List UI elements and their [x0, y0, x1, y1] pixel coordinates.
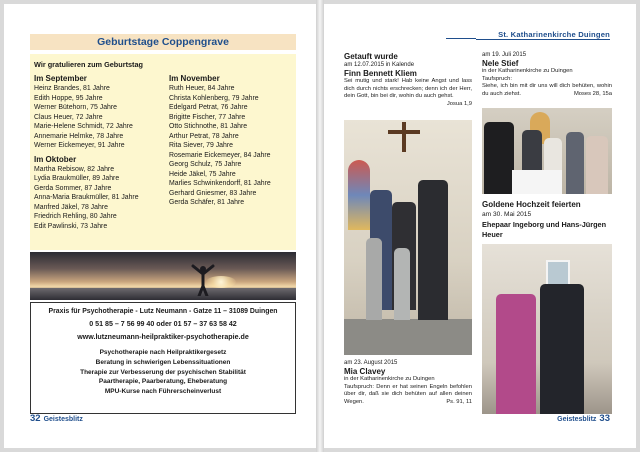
- sunset-banner-photo: [30, 252, 296, 300]
- birthday-entry: Werner Eickemeyer, 91 Jahre: [34, 142, 125, 149]
- birthday-entry: Ruth Heuer, 84 Jahre: [169, 85, 235, 92]
- golden-wedding-title: Goldene Hochzeit feierten: [482, 200, 581, 209]
- entry-place: in der Katharinenkirche zu Duingen: [344, 376, 435, 383]
- birthday-entry: Georg Schulz, 75 Jahre: [169, 161, 242, 168]
- birthdays-box: [30, 54, 296, 250]
- month-heading-october: Im Oktober: [34, 154, 77, 164]
- golden-wedding-section: [482, 200, 612, 239]
- magazine-name: Geistesblitz: [43, 416, 83, 423]
- church-header: St. Katharinenkirche Duingen: [476, 30, 610, 40]
- entry-date: am 23. August 2015: [344, 360, 398, 366]
- birthday-entry: Edit Pawlinski, 73 Jahre: [34, 222, 108, 230]
- entry-name: Finn Bennett Kliem: [344, 69, 417, 79]
- birthday-entry: Otto Stichnothe, 81 Jahre: [169, 123, 248, 130]
- birthday-entry: Gerda Schäfer, 81 Jahre: [169, 199, 245, 206]
- birthday-entry: Edith Hoppe, 95 Jahre: [34, 94, 103, 102]
- ad-service: MPU-Kurse nach Führerscheinverlust: [104, 388, 222, 396]
- baptism-group-photo: [482, 108, 612, 194]
- person-figure: [586, 136, 608, 194]
- birthday-entry: Claus Heuer, 72 Jahre: [34, 113, 103, 121]
- page-number: 32: [30, 413, 41, 424]
- person-figure: [566, 132, 584, 194]
- ad-practice-address: Praxis für Psychotherapie - Lutz Neumann - Gatze 11 – 31089 Duingen: [48, 308, 278, 315]
- ad-service: Beratung in schwierigen Lebenssituationen: [95, 358, 231, 366]
- ad-phone: 0 51 85 – 7 56 99 40 oder 01 57 – 37 63 58 42: [89, 320, 237, 328]
- pastor-figure: [484, 122, 514, 194]
- magazine-name: Geistesblitz: [557, 416, 597, 423]
- birthday-entry: Anna-Maria Braukmüller, 81 Jahre: [34, 194, 139, 201]
- baptism-entry-nele: [482, 52, 612, 98]
- birthday-entry: Christa Kohlenberg, 79 Jahre: [169, 94, 259, 102]
- birthday-entry: Lydia Braukmüller, 89 Jahre: [34, 175, 120, 182]
- person-silhouette-icon: [190, 262, 216, 296]
- birthday-entry: Werner Bütehorn, 75 Jahre: [34, 104, 117, 111]
- church-cross: [402, 122, 406, 152]
- entry-name: Nele Stief: [482, 59, 519, 69]
- child-figure: [394, 248, 410, 320]
- golden-wedding-names: Ehepaar Ingeborg und Hans-Jürgen Heuer: [482, 220, 607, 239]
- birthdays-column-right: [163, 73, 292, 231]
- water-surface: [30, 288, 296, 300]
- ad-service: Therapie zur Verbesserung der psychischen Stabilität: [80, 368, 246, 376]
- month-heading-september: Im September: [34, 74, 87, 83]
- baptized-heading: Getauft wurde: [344, 52, 398, 61]
- golden-wedding-date: am 30. Mai 2015: [482, 211, 532, 218]
- baptism-family-photo: [344, 120, 472, 355]
- birthday-entry: Annemarie Helmke, 78 Jahre: [34, 132, 124, 140]
- birthday-entry: Gerhard Gniesmer, 83 Jahre: [169, 189, 257, 197]
- person-figure: [418, 180, 448, 320]
- entry-name: Mia Clavey: [344, 367, 386, 377]
- birthday-entry: Heinz Brandes, 81 Jahre: [34, 85, 110, 92]
- birthdays-title: Geburtstage Coppengrave: [30, 34, 296, 50]
- verse-reference: Moses 28, 15a: [573, 90, 612, 97]
- entry-date: am 19. Juli 2015: [482, 52, 527, 58]
- baptism-entry-finn: [344, 62, 472, 108]
- birthdays-intro: Wir gratulieren zum Geburtstag: [34, 60, 143, 69]
- right-page: [324, 4, 636, 448]
- ad-services-list: [35, 348, 291, 397]
- man-figure: [540, 284, 584, 414]
- birthday-entry: Rita Siever, 79 Jahre: [169, 142, 233, 149]
- birthday-entry: Marlies Schwinkendorff, 81 Jahre: [169, 180, 271, 187]
- psychotherapy-ad: [30, 302, 296, 414]
- birthday-entry: Edelgard Petrat, 76 Jahre: [169, 104, 248, 111]
- ad-service: Psychotherapie nach Heilpraktikergesetz: [99, 349, 227, 356]
- page-number-right: [557, 413, 610, 424]
- birthday-entry: Marie-Helene Schmidt, 72 Jahre: [34, 123, 133, 130]
- baptism-entry-mia: [344, 360, 472, 406]
- ad-service: Paartherapie, Paarberatung, Eheberatung: [98, 378, 228, 386]
- left-page: [4, 4, 316, 448]
- birthday-entry: Rosemarie Eickemeyer, 84 Jahre: [169, 151, 271, 159]
- birthday-entry: Manfred Jäkel, 78 Jahre: [34, 203, 108, 211]
- child-figure: [366, 238, 382, 320]
- birthday-entry: Martha Rebisow, 82 Jahre: [34, 165, 115, 173]
- entry-date: am 12.07.2015 in Kalende: [344, 62, 415, 68]
- birthdays-column-left: [34, 73, 163, 231]
- birthday-entry: Friedrich Rehling, 80 Jahre: [34, 213, 117, 220]
- november-list: [169, 84, 292, 208]
- september-list: [34, 84, 163, 151]
- birthday-entry: Heide Jäkel, 75 Jahre: [169, 170, 236, 178]
- ad-website: www.lutzneumann-heilpraktiker-psychotherapie.de: [77, 333, 249, 341]
- golden-wedding-couple-photo: [482, 244, 612, 414]
- page-spine: [316, 0, 324, 452]
- october-list: [34, 165, 163, 232]
- page-number: 33: [599, 413, 610, 424]
- verse-reference: Ps. 91, 11: [446, 398, 472, 405]
- stained-glass-window: [348, 160, 370, 230]
- birthday-entry: Arthur Petrat, 78 Jahre: [169, 132, 239, 140]
- entry-verse: Siehe, ich bin mit dir uns will dich behüten, wohin du auch ziehst. Moses 28, 15a: [482, 83, 612, 97]
- entry-verse: Taufspruch: Denn er hat seinen Engeln befohlen über dir, daß sie dich behüten auf allen deinen Wegen. Ps. 91, 11: [344, 383, 472, 405]
- month-heading-november: Im November: [169, 74, 220, 83]
- altar: [512, 170, 562, 194]
- birthday-entry: Brigitte Fischer, 77 Jahre: [169, 113, 246, 121]
- page-number-left: [30, 413, 83, 424]
- verse-reference: Josua 1,9: [446, 100, 472, 107]
- entry-place: in der Katharinenkirche zu Duingen: [482, 68, 573, 75]
- verse-label: Taufspruch:: [482, 75, 512, 82]
- entry-verse: Sei mutig und stark! Hab keine Angst und lass dich durch nichts erschrecken; denn ich der Herr, dein Gott, bin bei dir, wohin du auch gehst. Josua 1,9: [344, 78, 472, 107]
- birthday-entry: Gerda Sommer, 87 Jahre: [34, 184, 112, 192]
- woman-figure: [496, 294, 536, 414]
